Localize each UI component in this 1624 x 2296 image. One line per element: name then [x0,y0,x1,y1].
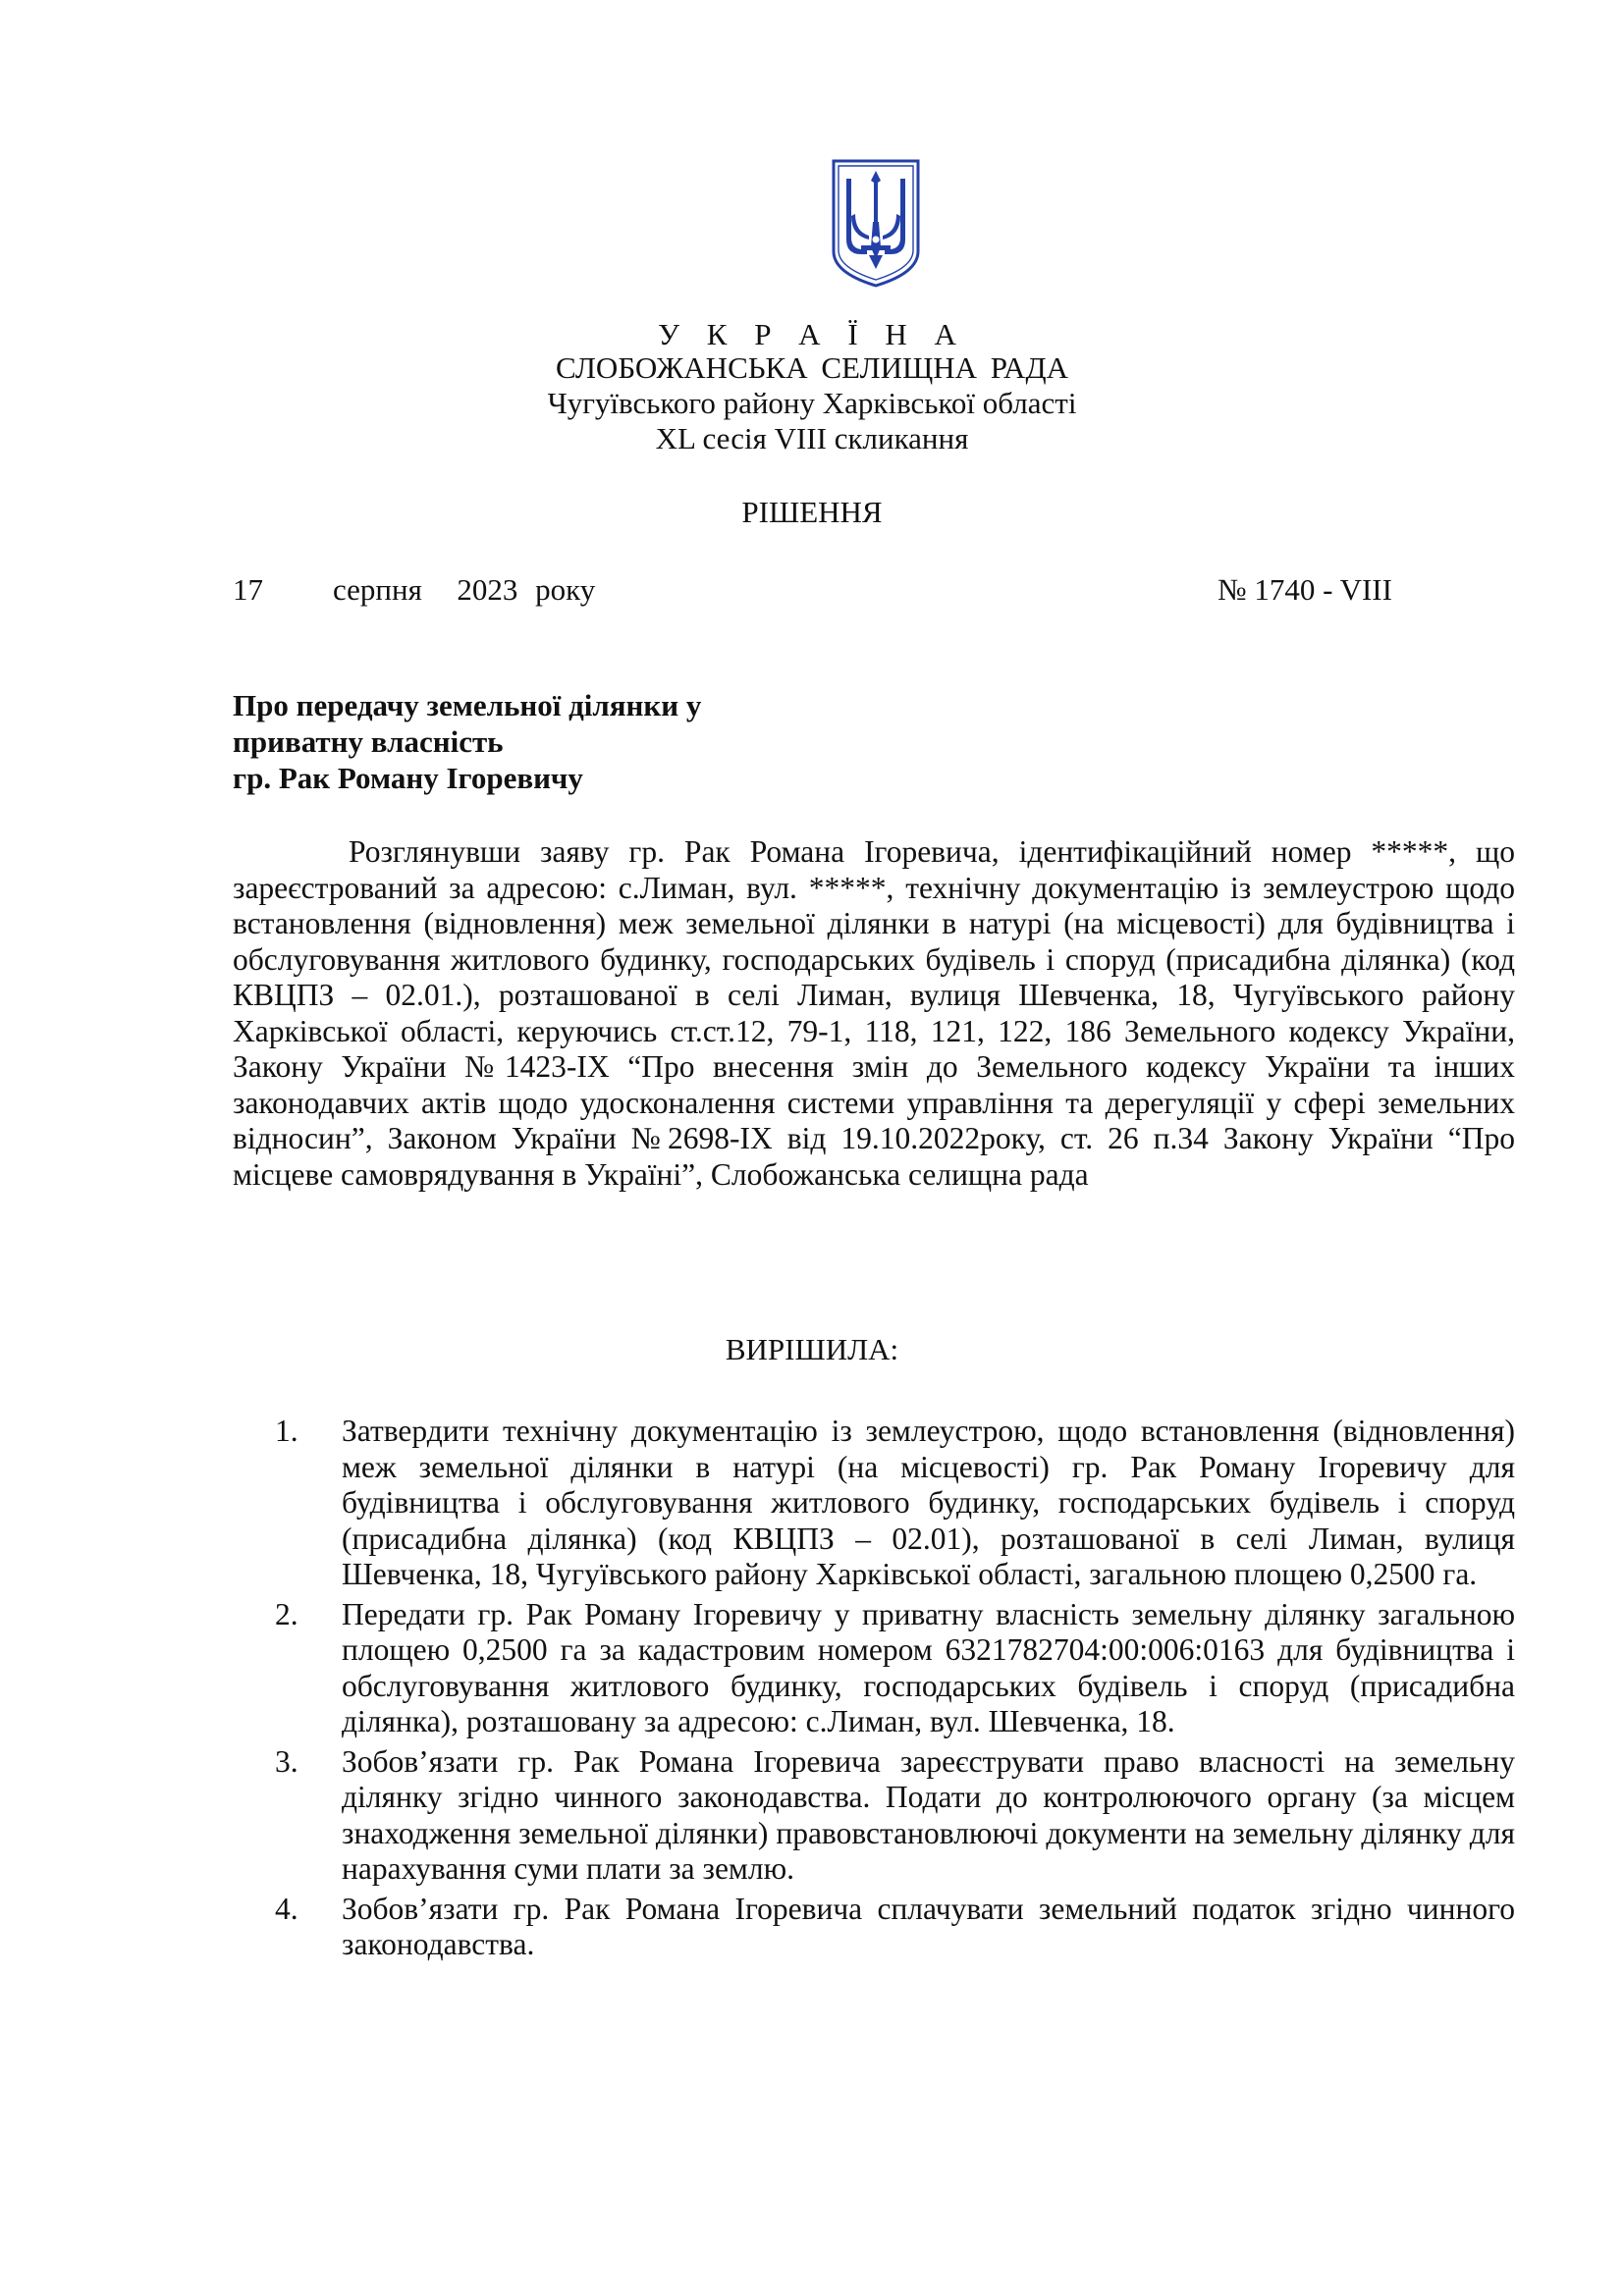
country-name: У К Р А Ї Н А [658,317,966,351]
decision-items-list [275,1414,1515,1967]
item-text: Зобов’язати гр. Рак Романа Ігоревича зареєструвати право власності на земельну ділянку згідно чинного законодавства. Подати до контролюючого органу (за місцем знаходження земельної ділянки) правовстановлюючі документи на земельну ділянку для нарахування суми плати за землю. [342,1743,1515,1886]
document-type: РІШЕННЯ [741,495,883,529]
header-country [0,316,1624,352]
header-district [0,385,1624,421]
preamble-paragraph: Розглянувши заяву гр. Рак Романа Ігоревича, ідентифікаційний номер *****, що зареєстрований за адресою: с.Лиман, вул. *****, технічну документацію із землеустрою щодо встановлення (відновлення) меж земельної ділянки в натурі (на місцевості) для будівництва і обслуговування житлового будинку, господарських будівель і споруд (присадибна ділянка) (код КВЦПЗ – 02.01.), розташованої в селі Лиман, вулиця Шевченка, 18, Чугуївського району Харківської області, керуючись ст.ст.12, 79-1, 118, 121, 122, 186 Земельного кодексу України, Закону України №1423-IX “Про внесення змін до Земельного кодексу України та інших законодавчих актів щодо удосконалення системи управління та дерегуляції у сфері земельних відносин”, Законом України №2698-IX від 19.10.2022року, ст. 26 п.34 Закону України “Про місцеве самоврядування в Україні”, Слобожанська селищна рада [233,834,1515,1192]
subject-line: приватну власність [233,724,504,759]
district-name: Чугуївського району Харківської області [547,386,1077,420]
decision-number: № 1740 - VIII [1218,572,1392,607]
header-council [0,349,1624,386]
item-number: 1. [275,1414,298,1448]
item-text: Зобов’язати гр. Рак Романа Ігоревича сплачувати земельний податок згідно чинного законодавства. [342,1891,1515,1961]
header-session [0,420,1624,456]
date-number-line [233,571,1411,608]
list-item [275,1892,1515,1963]
list-item [275,1414,1515,1593]
list-item [275,1744,1515,1888]
subject-line: гр. Рак Роману Ігоревичу [233,761,583,795]
item-number: 4. [275,1891,298,1926]
item-text: Затвердити технічну документацію із землеустрою, щодо встановлення (відновлення) меж земельної ділянки в натурі (на місцевості) гр. Рак Роману Ігоревичу для будівництва і обслуговування житлового будинку, господарських будівель і споруд (присадибна ділянка) (код КВЦПЗ – 02.01), розташованої в селі Лиман, вулиця Шевченка, 18, Чугуївського району Харківської області, загальною площею 0,2500 га. [342,1414,1515,1591]
item-number: 3. [275,1743,298,1779]
ukraine-coat-of-arms-icon [830,157,922,290]
resolved-heading: ВИРІШИЛА: [725,1332,899,1366]
item-text: Передати гр. Рак Роману Ігоревичу у приватну власність земельну ділянку загальною площею 0,2500 га за кадастровим номером 6321782704:00:006:0163 для будівництва і обслуговування житлового будинку, господарських будівель і споруд (присадибна ділянка), розташовану за адресою: с.Лиман, вул. Шевченка, 18. [342,1596,1515,1738]
subject-line: Про передачу земельної ділянки у [233,688,702,722]
decision-subject [233,687,701,796]
decision-date: 17 серпня 2023 року [233,572,596,607]
item-number: 2. [275,1596,298,1631]
list-item [275,1597,1515,1740]
session-name: XL сесія VIII скликання [655,421,969,455]
council-name: СЛОБОЖАНСЬКА СЕЛИЩНА РАДА [556,350,1068,385]
